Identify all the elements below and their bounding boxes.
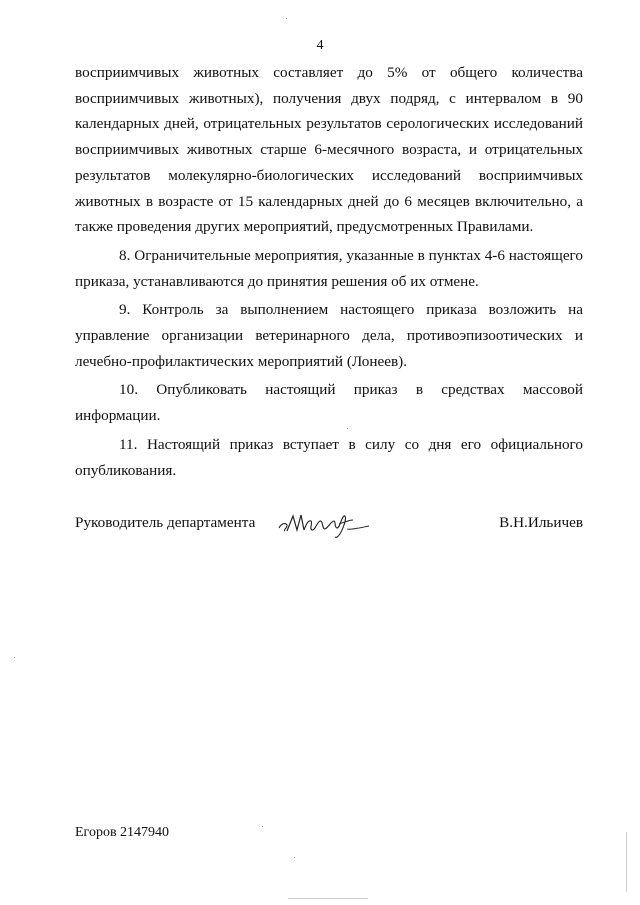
scan-speck: [347, 428, 348, 429]
scan-edge-line: [288, 898, 368, 899]
signatory-title: Руководитель департамента: [75, 514, 256, 531]
paragraph-item-9: 9. Контроль за выполнением настоящего приказа возложить на управление организации ветеринарного дела, противоэпизоотических и лечебно-профилактических мероприятий (Лонеев).: [75, 301, 583, 370]
paragraph-continuation: восприимчивых животных составляет до 5% от общего количества восприимчивых животных), получения двух подряд, с интервалом в 90 календарных дней, отрицательных результатов серологических исследований восприимчивых животных старше 6-месячного возраста, и отрицательных результатов молекулярно-биологических исследований восприимчивых животных в возрасте от 15 календарных дней до 6 месяцев включительно, а также проведения других мероприятий, предусмотренных Правилами.: [75, 64, 583, 236]
paragraph-item-8: 8. Ограничительные мероприятия, указанные в пунктах 4-6 настоящего приказа, устанавливаются до принятия решения об их отмене.: [75, 246, 583, 290]
paragraph-item-11: 11. Настоящий приказ вступает в силу со дня его официального опубликования.: [75, 435, 583, 479]
signatory-name: В.Н.Ильичев: [499, 514, 583, 531]
scan-speck: [294, 857, 295, 858]
scan-edge-line: [626, 832, 627, 892]
scan-speck: [14, 657, 15, 658]
page-number: 4: [316, 38, 324, 53]
handwritten-signature: [273, 504, 373, 540]
scan-speck: [262, 826, 263, 827]
body-text: [75, 60, 583, 483]
scan-speck: [286, 18, 287, 19]
paragraph-item-10: 10. Опубликовать настоящий приказ в средствах массовой информации.: [75, 381, 583, 425]
footer-author: Егоров 2147940: [75, 825, 170, 840]
signature-block: [75, 504, 583, 544]
